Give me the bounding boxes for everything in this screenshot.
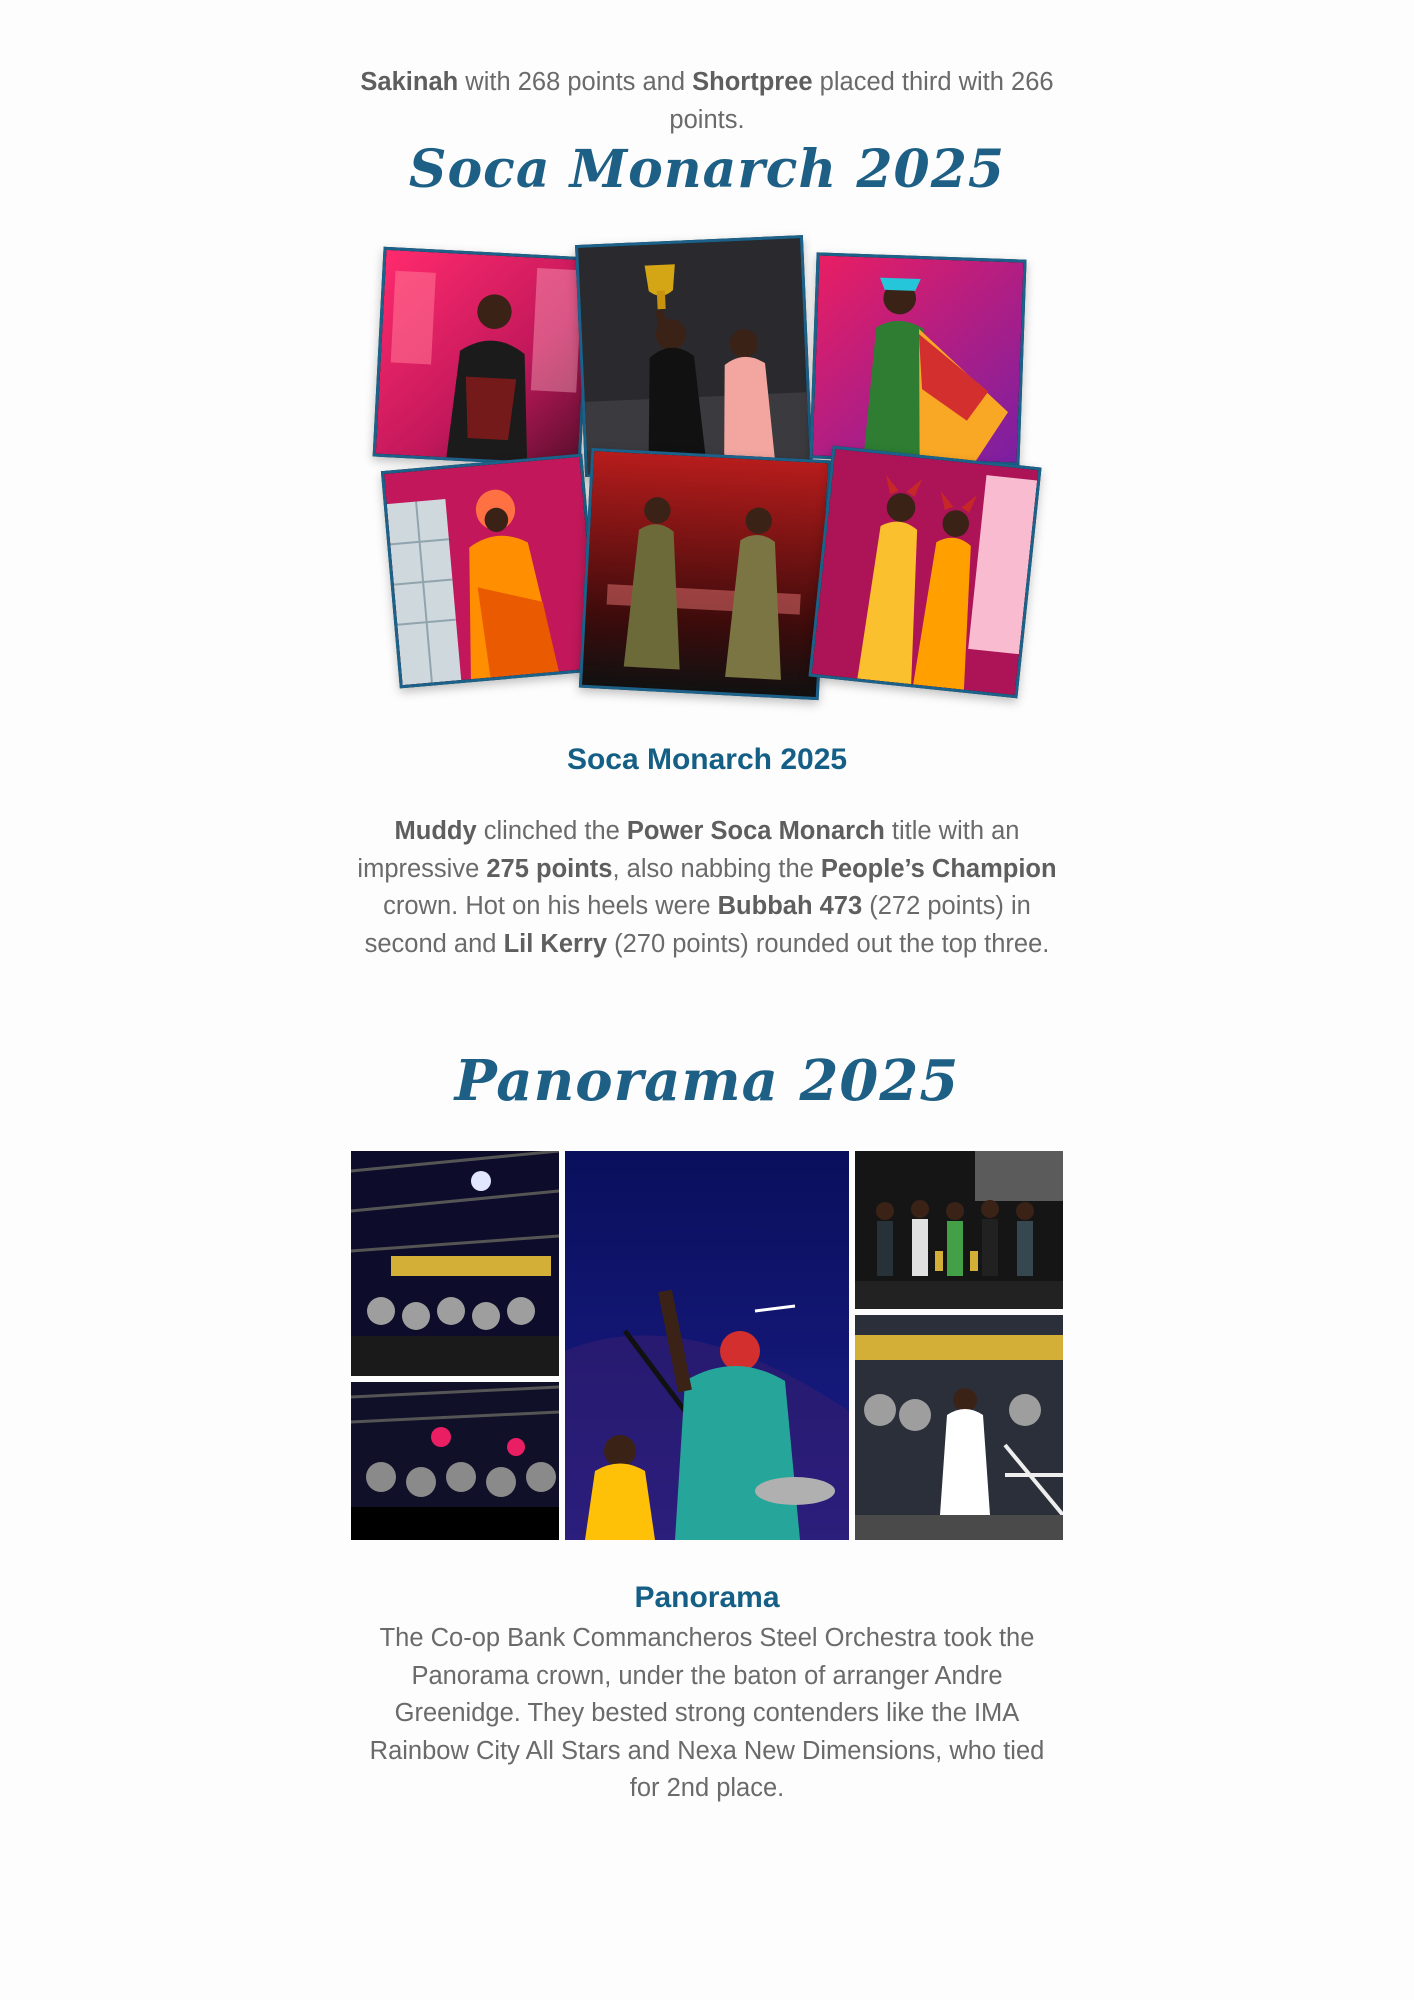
performer-photo-icon (376, 250, 588, 464)
khaki-performers-photo-icon (582, 451, 828, 697)
trophy-photo-icon (578, 238, 810, 473)
soca-text-2: title with an impressive (357, 817, 1020, 883)
intro-name-shortpree: Shortpree (692, 68, 813, 96)
panorama-photo-3 (565, 1151, 849, 1540)
soca-photo-1 (373, 247, 592, 468)
soca-bold-points: 275 points (486, 854, 613, 883)
panorama-script-title: Panorama 2025 (454, 1048, 960, 1114)
steelband-stage-photo-icon (351, 1151, 559, 1376)
intro-name-sakinah: Sakinah (360, 68, 459, 96)
soca-photo-3 (809, 252, 1026, 465)
steelpans-stage-photo-icon (351, 1382, 559, 1540)
soca-text-3: , also nabbing the (612, 854, 821, 883)
panorama-photo-4 (855, 1151, 1063, 1309)
soca-text-5: (272 points) in second and (364, 892, 1031, 958)
soca-photo-5 (579, 448, 831, 700)
panorama-photo-5 (855, 1315, 1063, 1540)
soca-paragraph (357, 813, 1057, 963)
intro-paragraph (357, 64, 1057, 139)
soca-photo-2 (575, 235, 813, 477)
soca-text-1: clinched the (476, 817, 627, 845)
soca-name-lil-kerry: Lil Kerry (503, 929, 608, 958)
soca-text-6: (270 points) rounded out the top three. (607, 929, 1050, 958)
intro-text-2: placed third with 266 points. (669, 68, 1054, 134)
soca-photo-6 (808, 446, 1041, 699)
steelband-players-photo-icon (855, 1315, 1063, 1540)
soca-name-muddy: Muddy (394, 817, 477, 845)
devil-costume-photo-icon (812, 449, 1039, 695)
panorama-heading: Panorama (634, 1581, 780, 1614)
soca-script-title: Soca Monarch 2025 (408, 139, 1006, 200)
orange-costume-photo-icon (384, 457, 598, 685)
soca-text-4: crown. Hot on his heels were (383, 892, 718, 920)
trophy-winners-photo-icon (855, 1151, 1063, 1309)
panorama-photo-1 (351, 1151, 559, 1376)
cape-performer-photo-icon (813, 256, 1024, 463)
soca-name-bubbah: Bubbah 473 (717, 892, 863, 920)
soca-heading: Soca Monarch 2025 (566, 743, 848, 776)
intro-text-1: with 268 points and (458, 68, 693, 96)
conductor-photo-icon (565, 1151, 849, 1540)
panorama-paragraph: The Co-op Bank Commancheros Steel Orchestra took the Panorama crown, under the baton of arranger Andre Greenidge. They bested strong contenders like the IMA Rainbow City All Stars and Nexa New Dimensions, who tied for 2nd place. (369, 1624, 1045, 1802)
panorama-photo-2 (351, 1382, 559, 1540)
soca-photo-4 (381, 454, 601, 689)
soca-bold-title: Power Soca Monarch (626, 817, 885, 845)
soca-bold-peoples-champion: People’s Champion (820, 854, 1057, 883)
